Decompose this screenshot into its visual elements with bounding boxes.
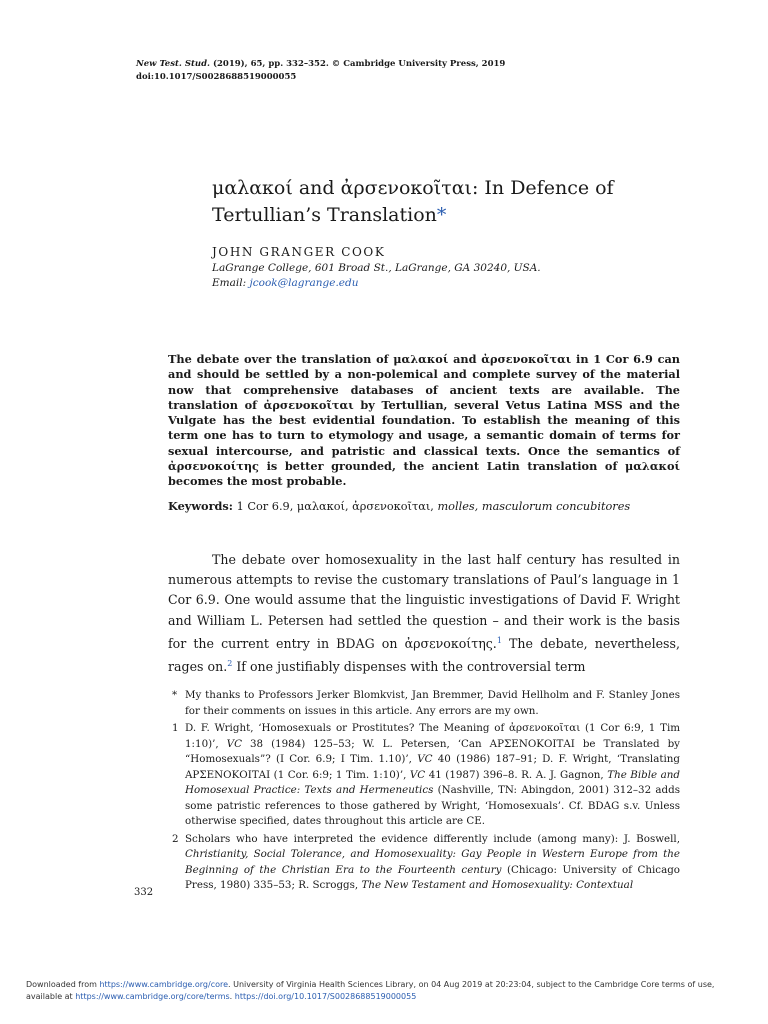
email-label: Email: [212, 277, 247, 289]
footnote-text: Scholars who have interpreted the evidence differently include (among many): J. Boswell, [185, 832, 680, 845]
author-name: JOHN GRANGER COOK [212, 245, 386, 259]
article-title [212, 175, 672, 229]
footnote-book-title: The Bible and Homosexual Practice: Texts and Hermeneutics [185, 768, 680, 796]
footnote-mark: * [172, 689, 178, 701]
footnote-1 [168, 721, 680, 830]
footnote-text: 40 (1986) 187–91; D. F. Wright, ‘Translating ΑΡΣΕΝΟΚΟΙΤΑΙ (1 Cor. 6:9; 1 Tim. 1:10)’, [185, 753, 681, 781]
footnote-text: My thanks to Professors Jerker Blomkvist, Jan Bremmer, David Hellholm and F. Stanley Jones for their comments on issues in this article. Any errors are my own. [185, 689, 680, 717]
footnote-ref-2[interactable]: 2 [227, 659, 233, 669]
footnote-journal: VC [417, 753, 433, 765]
author-affiliation-block [212, 261, 541, 291]
abstract: The debate over the translation of μαλακοί and ἀρσενοκοῖται in 1 Cor 6.9 can and should be settled by a non-polemical and complete survey of the material now that comprehensive databases of ancient texts are available. The translation of ἀρσενοκοῖται by Tertullian, several Vetus Latina MSS and the Vulgate has the best evidential foundation. To establish the meaning of this term one has to turn to etymology and usage, a semantic domain of terms for sexual intercourse, and patristic and classical texts. Once the semantics of ἀρσενοκοίτης is better grounded, the ancient Latin translation of μαλακοί becomes the most probable. [168, 352, 680, 489]
footnote-text: D. F. Wright, ‘Homosexuals or Prostitutes? The Meaning of ἀρσενοκοῖται (1 Cor 6:9, 1 Tim 1:10)’, [185, 722, 680, 750]
email-link[interactable]: jcook@lagrange.edu [249, 277, 359, 289]
footer-link-core[interactable]: https://www.cambridge.org/core [99, 980, 229, 989]
body-text-part-2: The debate, nevertheless, rages on. [168, 636, 680, 675]
footer-text: Downloaded from [26, 980, 100, 989]
download-footer [26, 979, 750, 1002]
keywords-italic: molles, masculorum concubitores [437, 500, 631, 513]
keywords-label: Keywords: [168, 499, 233, 513]
footnote-book-title: Christianity, Social Tolerance, and Homosexuality: Gay People in Western Europe from the Beginning of the Christian Era to the Fourteenth century [185, 848, 680, 876]
footnote-mark: 1 [172, 722, 179, 734]
footnotes [168, 688, 680, 896]
footnote-ref-1[interactable]: 1 [496, 635, 502, 645]
footnote-journal: VC [226, 737, 242, 750]
page-number: 332 [134, 887, 154, 898]
footnote-text: (Nashville, TN: Abingdon, 2001) 312–32 adds some patristic references to those gathered by Wright, ‘Homosexuals’. Cf. BDAG s.v. Unless otherwise specified, dates throughout this article are CE. [185, 784, 680, 827]
body-text-part-1: The debate over homosexuality in the last half century has resulted in numerous attempts to revise the customary translations of Paul’s language in 1 Cor 6.9. One would assume that the linguistic investigations of David F. Wright and William L. Petersen had settled the question – and their work is the basis for the current entry in BDAG on ἀρσενοκοίτης. [168, 552, 680, 651]
body-text [168, 550, 680, 678]
footer-text: . [229, 991, 235, 1001]
footer-link-terms[interactable]: https://www.cambridge.org/core/terms [75, 991, 230, 1001]
footnote-journal: VC [409, 768, 426, 781]
footnote-star [168, 688, 680, 719]
journal-citation: (2019), 65, pp. 332–352. © Cambridge University Press, 2019 [212, 59, 506, 69]
body-text-part-3: If one justifiably dispenses with the controversial term [232, 659, 586, 675]
title-line-2: Tertullian’s Translation [212, 204, 437, 226]
footnote-text: 41 (1987) 396–8. R. A. J. Gagnon, [425, 768, 608, 781]
keywords-plain: 1 Cor 6.9, μαλακοί, ἀρσενοκοῖται, [236, 500, 434, 513]
footnote-text: 38 (1984) 125–53; W. L. Petersen, ‘Can ΑΡΣΕΝΟΚΟΙΤΑΙ be Translated by “Homosexuals”? (I Cor. 6.9; I Tim. 1.10)’, [185, 737, 680, 765]
footnote-mark: 2 [172, 832, 179, 845]
footer-text: . University of Virginia Health Sciences Library, on 04 Aug 2019 at 20:23:04, subject to the Cambridge Core terms of use, available at [26, 980, 715, 1001]
journal-doi: doi:10.1017/S0028688519000055 [136, 72, 297, 82]
journal-name: New Test. Stud. [136, 59, 210, 69]
footnote-book-title: The New Testament and Homosexuality: Contextual [361, 879, 634, 891]
body-paragraph [168, 550, 680, 678]
title-line-1: μαλακοί and ἀρσενοκοῖται: In Defence of [212, 177, 614, 199]
author-affiliation: LaGrange College, 601 Broad St., LaGrange, GA 30240, USA. [212, 262, 541, 274]
title-footnote-link[interactable]: * [436, 204, 447, 226]
keywords [168, 499, 680, 513]
footnote-2 [168, 832, 680, 894]
journal-header [136, 58, 505, 84]
footnote-text: (Chicago: University of Chicago Press, 1980) 335–53; R. Scroggs, [185, 863, 680, 891]
footer-link-doi[interactable]: https://doi.org/10.1017/S0028688519000055 [234, 991, 417, 1001]
